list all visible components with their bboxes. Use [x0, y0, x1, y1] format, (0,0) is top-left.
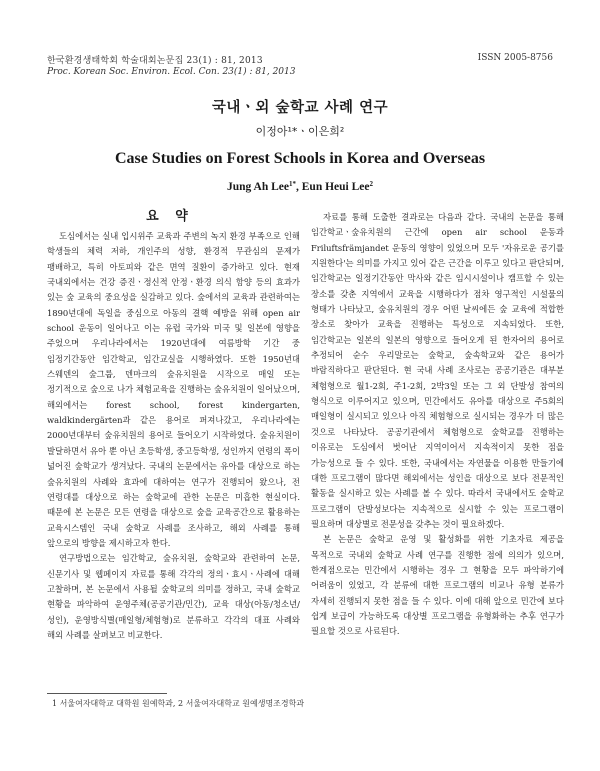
affiliation-footnote: 1 서울여자대학교 대학원 원예학과, 2 서울여자대학교 원예생명조경학과	[52, 699, 305, 708]
footnote-divider	[47, 693, 167, 694]
abstract-left-column	[47, 229, 300, 643]
author-2-name: Eun Heui Lee	[301, 181, 370, 193]
title-english: Case Studies on Forest Schools in Korea and Overseas	[114, 150, 486, 167]
author-separator: ,	[296, 181, 302, 193]
right-paragraph-1: 자료를 통해 도출한 결과로는 다음과 같다. 국내의 논문을 통해 임간학교ㆍ숲유치원의 근간에 open air school 운동과 Friluftsfrämjandet 운동의 영향이 있었으며 모두 '자유로운 공기를 지원한다'는 의미를 가지고 있어 같은 근간을 이루고 있다고 판단되며, 임간학교는 일정기간동안 막사와 같은 임시시설이나 캠프할 수 있는 장소를 갖춘 지역에서 교육을 시행하다가 점차 영구적인 시설물의 형태가 나타났고, 숲유치원의 경우 어떤 날씨에든 숲 교육에 적합한 장소로 찾아가 교육을 진행하는 특성으로 지속되었다. 또한, 임간학교는 일본의 일본의 영향으로 들어오게 된 한자어의 용어로 추정되어 순수 우리말로는 숲학교, 숲속학교와 같은 용어가 바람직하다고 판단된다. 현 국내 사례 조사로는 공공기관은 대부분 체험형으로 월1-2회, 주1-2회, 2박3일 또는 그 외 단발성 참여의 형식으로 이루어지고 있으며, 민간에서도 유아를 대상으로 주5회의 매일형이 실시되고 있으나 아직 체험형으로 실시되는 경우가 더 많은 것으로 나타났다. 공공기관에서 체험형으로 숲학교를 진행하는 이유로는 도심에서 벗어난 지역이어서 지속적이지 못한 점을 가능성으로 들 수 있다. 또한, 국내에서는 자연물을 이용한 만들기에 대한 프로그램이 많다면 해외에서는 성인을 대상으로 보다 전문적인 활동을 실시하고 있는 사례를 볼 수 있다. 따라서 국내에서도 숲학교 프로그램이 단발성보다는 지속적으로 실시할 수 있는 프로그램이 필요하며 대상별로 전문성을 갖추는 것이 필요하겠다.	[311, 212, 564, 529]
journal-header-english: Proc. Korean Soc. Environ. Ecol. Con. 23(1) : 81, 2013	[47, 67, 296, 77]
journal-header-korean: 한국환경생태학회 학술대회논문집 23(1) : 81, 2013	[47, 56, 263, 66]
title-korean: 국내ㆍ외 숲학교 사례 연구	[211, 100, 389, 116]
left-paragraph-2: 연구방법으로는 임간학교, 숲유치원, 숲학교와 관련하여 논문, 신문기사 및 웹페이지 자료를 통해 각각의 정의ㆍ효시ㆍ사례에 대해 고찰하며, 본 논문에서 사용될 숲학교의 의미를 정하고, 국내 숲학교 현황을 파악하여 운영주체(공공기관/민간), 교육 대상(아동/청소년/성인), 운영방식별(매일형/체험형)로 분류하고 각각의 대표 사례와 해외 사례를 살펴보고 비교한다.	[47, 553, 300, 640]
right-paragraph-2: 본 논문은 숲학교 운영 및 활성화를 위한 기초자료 제공을 목적으로 국내외 숲학교 사례 연구를 진행한 점에 의의가 있으며, 한계점으로는 민간에서 시행하는 경우 그 현황을 모두 파악하기에 어려움이 있었고, 각 분류에 대한 프로그램의 비교나 유형 분류가 자세히 진행되지 못한 점을 들 수 있다. 이에 대해 앞으로 민간에 보다 쉽게 보급이 가능하도록 대상별 프로그램을 유형화하는 추후 연구가 필요할 것으로 사료된다.	[311, 534, 564, 637]
issn-label: ISSN 2005-8756	[477, 53, 553, 63]
author-1-affiliation-mark: 1*	[289, 180, 296, 188]
authors-english	[0, 181, 600, 193]
abstract-right-column	[311, 210, 564, 640]
left-paragraph-1: 도심에서는 실내 입시위주 교육과 주변의 녹지 환경 부족으로 인해 학생들의 체력 저하, 개인주의 성향, 환경적 무관심의 문제가 팽배하고, 특히 아토피와 같은 면역 질환이 증가하고 있다. 현재 국내외에서는 건강 증진ㆍ정신적 안정ㆍ환경 의식 함양 등의 효과가 있는 숲 교육의 중요성을 실감하고 있다. 숲에서의 교육과 관련하여는 1890년대에 독일을 중심으로 아동의 결핵 예방을 위해 open air school 운동이 일어나고 이는 유럽 국가와 미국 및 일본에 영향을 주었으며 우리나라에서는 1920년대에 여름방학 기간 중 임정기간동안 임간학교, 임간교실을 시행하였다. 또한 1950년대 스웨덴의 숲그룹, 덴마크의 숲유치원을 시작으로 매일 또는 정기적으로 숲으로 나가 체험교육을 진행하는 숲유치원이 일어났으며, 해외에서는 forest school, forest kindergarten, waldkindergärten과 같은 용어로 퍼져나갔고, 우리나라에는 2000년대부터 숲유치원의 용어로 들어오기 시작하였다. 숲유치원이 발달하면서 유아 뿐 아닌 초등학생, 중고등학생, 성인까지 연령의 폭이 넓어진 숲학교가 생겨났다. 국내의 논문에서는 유아를 대상으로 하는 숲유치원의 사례와 효과에 대하여는 연구가 진행되어 왔으나, 전 연령대를 대상으로 하는 숲학교에 관한 논문은 미흡한 현실이다. 때문에 본 논문은 모든 연령을 대상으로 숲을 교육공간으로 활용하는 교육시스템인 국내 숲학교 사례를 조사하고, 해외 사례를 통해 앞으로의 방향을 제시하고자 한다.	[47, 231, 300, 548]
author-1-name: Jung Ah Lee	[227, 181, 289, 193]
author-2-affiliation-mark: 2	[369, 180, 373, 188]
abstract-heading: 요 약	[146, 209, 194, 224]
authors-korean: 이정아¹*ㆍ이은희²	[255, 125, 345, 138]
